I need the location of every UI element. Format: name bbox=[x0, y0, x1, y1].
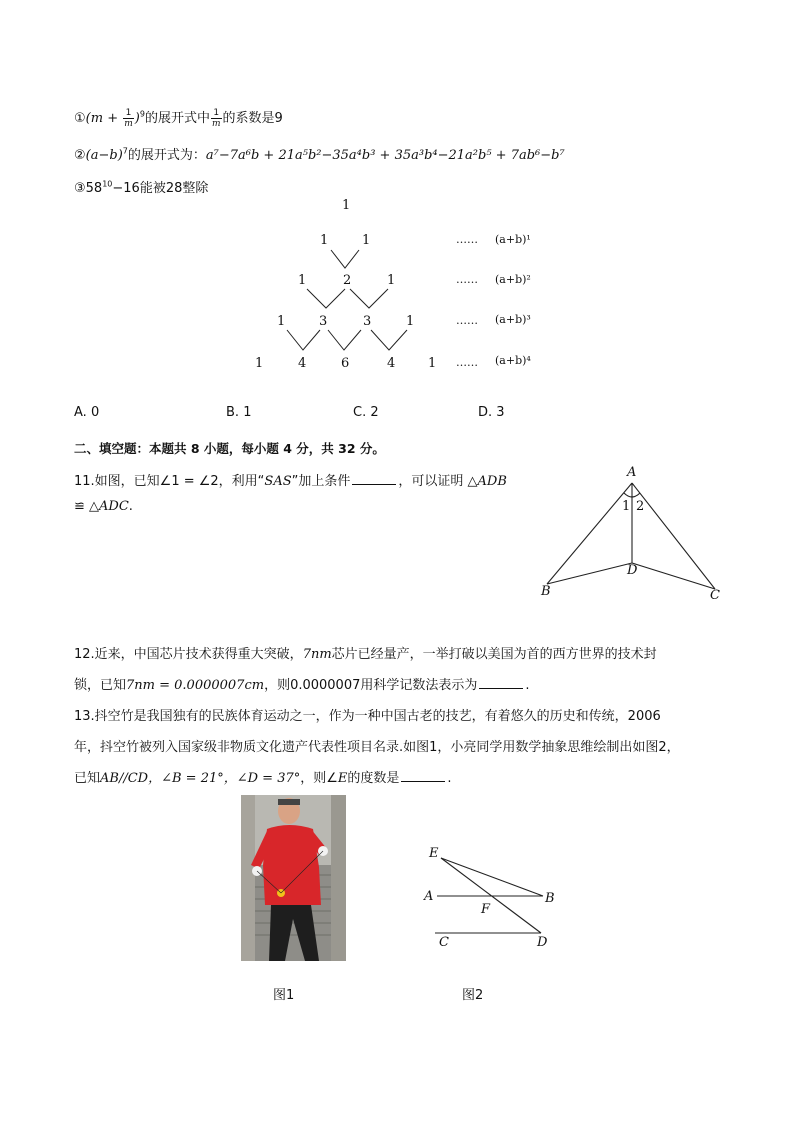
statement-1: ①(m + $\frac{1}{m}$ )$^9$的展开式中 $\frac{1}{m}$ 的系数是9 bbox=[74, 108, 283, 129]
option-b: B. 1 bbox=[226, 405, 252, 420]
question-13-line-2: 年，抖空竹被列入国家级非物质文化遗产代表性项目名录.如图1，小亮同学用数学抽象思维绘制出如图2， bbox=[74, 740, 680, 755]
label-d-fig2: D bbox=[537, 935, 548, 950]
pascal-r1-c1: 1 bbox=[362, 233, 371, 248]
triangle-lines bbox=[530, 465, 730, 610]
pascal-label-3: (a+b)³ bbox=[495, 313, 531, 326]
answer-blank-13[interactable] bbox=[401, 771, 445, 782]
figure-parallel-lines bbox=[415, 840, 565, 955]
pascal-r1-c0: 1 bbox=[320, 233, 329, 248]
segment-dc bbox=[632, 563, 715, 589]
fraction-1-over-m-2: $\frac{1}{m}$ bbox=[211, 108, 221, 129]
label-angle-1: 1 bbox=[622, 499, 631, 514]
pascal-dots-3: …… bbox=[456, 314, 478, 327]
pascal-v-6 bbox=[371, 330, 407, 350]
pascal-dots-1: …… bbox=[456, 233, 478, 246]
photo-illustration bbox=[241, 795, 346, 961]
answer-blank-12[interactable] bbox=[479, 678, 523, 689]
pascal-label-1: (a+b)¹ bbox=[495, 233, 531, 246]
pascal-r4-c3: 4 bbox=[387, 356, 396, 371]
label-b-fig2: B bbox=[545, 891, 555, 906]
pascal-label-4: (a+b)⁴ bbox=[495, 354, 531, 367]
statement-1-base: (m + bbox=[85, 111, 123, 126]
label-b: B bbox=[541, 584, 551, 599]
pascal-r4-c0: 1 bbox=[255, 356, 264, 371]
statement-2: $②(a-b)^7$的展开式为：a⁷−7a⁶b + 21a⁵b²−35a⁴b³ + 35a³b⁴−21a²b⁵ + 7ab⁶−b⁷ bbox=[74, 146, 565, 163]
question-12-line-2: 锁，已知7nm = 0.0000007cm，则0.0000007用科学记数法表示为 . bbox=[74, 678, 530, 693]
pascal-v-3 bbox=[350, 289, 388, 308]
binomial-expansion: a⁷−7a⁶b + 21a⁵b²−35a⁴b³ + 35a³b⁴−21a²b⁵ + 7ab⁶−b⁷ bbox=[205, 148, 565, 163]
statement-2-mark: ② bbox=[74, 148, 86, 163]
pascal-r3-c0: 1 bbox=[277, 314, 286, 329]
pascal-r3-c3: 1 bbox=[406, 314, 415, 329]
pascal-r3-c1: 3 bbox=[319, 314, 328, 329]
pascal-r2-c0: 1 bbox=[298, 273, 307, 288]
section-heading-fill-in: 二、填空题：本题共 8 小题，每小题 4 分，共 32 分。 bbox=[74, 441, 385, 456]
pascal-r2-c2: 1 bbox=[387, 273, 396, 288]
answer-blank-11[interactable] bbox=[352, 474, 396, 485]
pascal-v-4 bbox=[287, 330, 320, 350]
pascal-triangle-figure bbox=[0, 0, 794, 400]
pascal-v-2 bbox=[307, 289, 345, 308]
caption-figure-2: 图2 bbox=[462, 988, 484, 1003]
question-11-line-1: 11.如图，已知∠1 = ∠2，利用“SAS”加上条件 ，可以证明 △ADB bbox=[74, 474, 507, 489]
label-d: D bbox=[627, 563, 638, 578]
label-c-fig2: C bbox=[439, 935, 449, 950]
question-12-line-1: 12.近来，中国芯片技术获得重大突破，7nm芯片已经量产，一举打破以美国为首的西方世界的技术封 bbox=[74, 647, 657, 662]
pascal-r2-c1: 2 bbox=[343, 273, 352, 288]
label-a: A bbox=[627, 465, 637, 480]
question-13-line-1: 13.抖空竹是我国独有的民族体育运动之一，作为一种中国古老的技艺，有着悠久的历史和传统，2006 bbox=[74, 709, 661, 724]
figure-triangle-abc bbox=[530, 465, 730, 610]
fraction-1-over-m: $\frac{1}{m}$ bbox=[124, 108, 133, 129]
pascal-dots-4: …… bbox=[456, 356, 478, 369]
question-11-line-2: ≌ △ADC. bbox=[74, 499, 133, 514]
label-angle-2: 2 bbox=[636, 499, 645, 514]
label-f: F bbox=[481, 902, 491, 917]
pascal-r3-c2: 3 bbox=[363, 314, 372, 329]
caption-figure-1: 图1 bbox=[273, 988, 295, 1003]
pascal-dots-2: …… bbox=[456, 273, 478, 286]
segment-bd bbox=[547, 563, 632, 584]
option-a: A. 0 bbox=[74, 405, 100, 420]
statement-1-exponent: 9 bbox=[139, 109, 145, 119]
option-c: C. 2 bbox=[353, 405, 379, 420]
pascal-lines bbox=[0, 0, 794, 400]
pascal-r4-c2: 6 bbox=[341, 356, 350, 371]
pascal-r4-c1: 4 bbox=[298, 356, 307, 371]
statement-1-mark: ① bbox=[74, 111, 86, 126]
photo-diabolo-player bbox=[241, 795, 346, 961]
label-e: E bbox=[429, 846, 439, 861]
pascal-v-1 bbox=[331, 250, 359, 268]
pascal-v-5 bbox=[328, 330, 361, 350]
option-d: D. 3 bbox=[478, 405, 505, 420]
segment-eb bbox=[441, 858, 543, 896]
label-a-fig2: A bbox=[424, 889, 434, 904]
label-c: C bbox=[710, 588, 720, 603]
segment-ac bbox=[632, 483, 715, 589]
statement-3-mark: ③ bbox=[74, 181, 86, 196]
pascal-r4-c4: 1 bbox=[428, 356, 437, 371]
pascal-label-2: (a+b)² bbox=[495, 273, 531, 286]
statement-3: $③58^{10}-16$能被28整除 bbox=[74, 179, 209, 196]
segment-ab bbox=[547, 483, 632, 584]
question-13-line-3: 已知AB//CD，∠B = 21°，∠D = 37°，则∠E的度数是 . bbox=[74, 771, 452, 786]
pascal-r0-c0: 1 bbox=[342, 198, 351, 213]
